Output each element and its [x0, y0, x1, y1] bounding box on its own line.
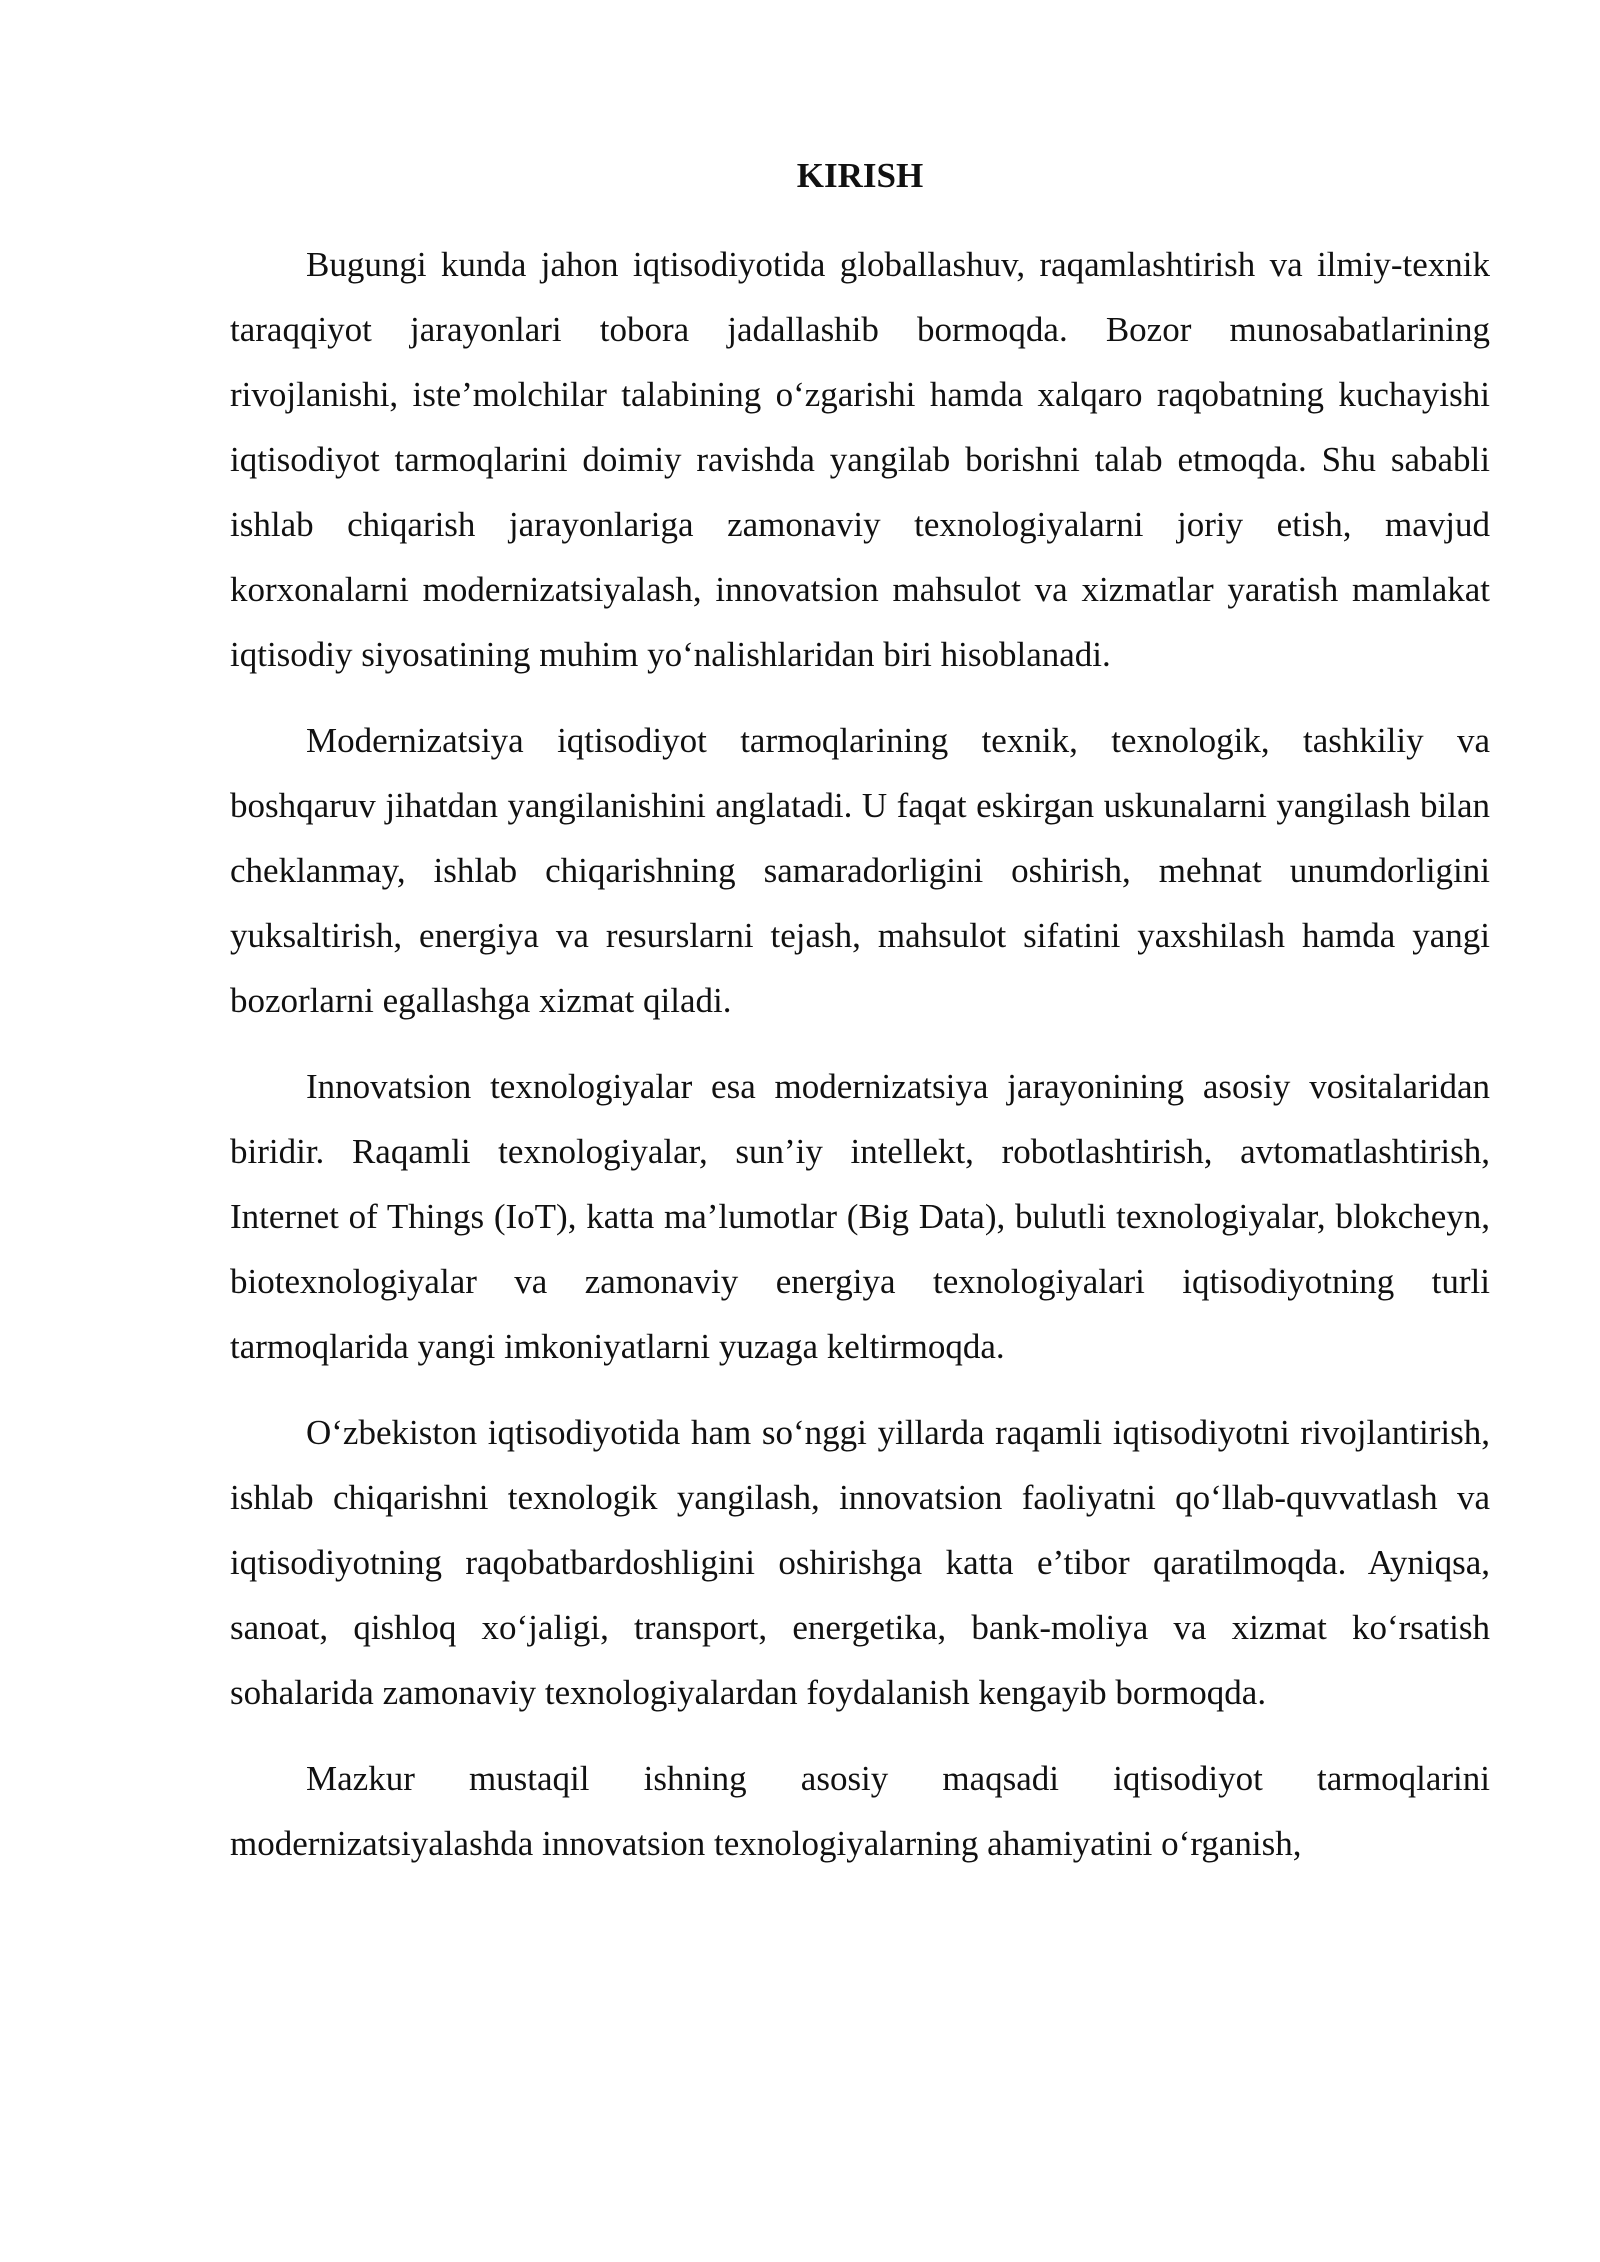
paragraph-5: Mazkur mustaqil ishning asosiy maqsadi iqtisodiyot tarmoqlarini modernizatsiyalashda innovatsion texnologiyalarning ahamiyatini o‘rganish,	[230, 1759, 1490, 1863]
document-body	[230, 232, 1490, 1897]
paragraph-2: Modernizatsiya iqtisodiyot tarmoqlarining texnik, texnologik, tashkiliy va boshqaruv jihatdan yangilanishini anglatadi. U faqat eskirgan uskunalarni yangilash bilan cheklanmay, ishlab chiqarishning samaradorligini oshirish, mehnat unumdorligini yuksaltirish, energiya va resurslarni tejash, mahsulot sifatini yaxshilash hamda yangi bozorlarni egallashga xizmat qiladi.	[230, 721, 1490, 1020]
page-title: KIRISH	[796, 156, 924, 195]
paragraph-3: Innovatsion texnologiyalar esa modernizatsiya jarayonining asosiy vositalaridan biridir. Raqamli texnologiyalar, sun’iy intellekt, robotlashtirish, avtomatlashtirish, Internet of Things (IoT), katta ma’lumotlar (Big Data), bulutli texnologiyalar, blokcheyn, biotexnologiyalar va zamonaviy energiya texnologiyalari iqtisodiyotning turli tarmoqlarida yangi imkoniyatlarni yuzaga keltirmoqda.	[230, 1067, 1490, 1366]
paragraph-4: O‘zbekiston iqtisodiyotida ham so‘nggi yillarda raqamli iqtisodiyotni rivojlantirish, ishlab chiqarishni texnologik yangilash, innovatsion faoliyatni qo‘llab-quvvatlash va iqtisodiyotning raqobatbardoshligini oshirishga katta e’tibor qaratilmoqda. Ayniqsa, sanoat, qishloq xo‘jaligi, transport, energetika, bank-moliya va xizmat ko‘rsatish sohalarida zamonaviy texnologiyalardan foydalanish kengayib bormoqda.	[230, 1413, 1490, 1712]
paragraph-1: Bugungi kunda jahon iqtisodiyotida globallashuv, raqamlashtirish va ilmiy-texnik taraqqiyot jarayonlari tobora jadallashib bormoqda. Bozor munosabatlarining rivojlanishi, iste’molchilar talabining o‘zgarishi hamda xalqaro raqobatning kuchayishi iqtisodiyot tarmoqlarini doimiy ravishda yangilab borishni talab etmoqda. Shu sababli ishlab chiqarish jarayonlariga zamonaviy texnologiyalarni joriy etish, mavjud korxonalarni modernizatsiyalash, innovatsion mahsulot va xizmatlar yaratish mamlakat iqtisodiy siyosatining muhim yo‘nalishlaridan biri hisoblanadi.	[230, 245, 1490, 674]
